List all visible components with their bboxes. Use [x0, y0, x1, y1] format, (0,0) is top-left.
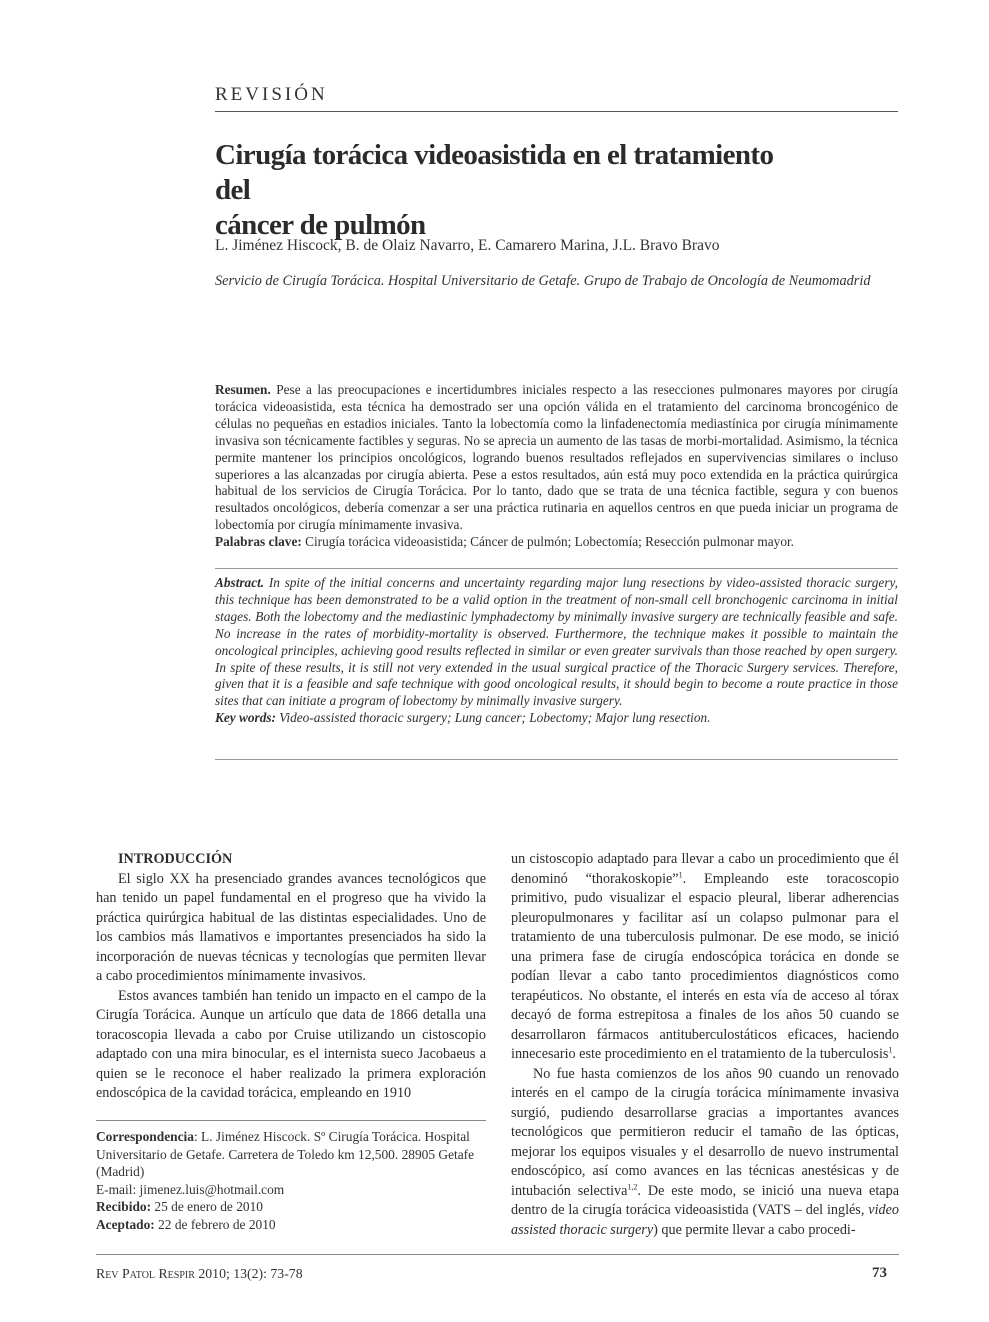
body-column-right — [511, 850, 899, 1240]
received-value: 25 de enero de 2010 — [151, 1199, 263, 1215]
correspondence-text: : L. Jiménez Hiscock. Sº Cirugía Torácica. Hospital Universitario de Getafe. Carretera de Toledo km 12,500. 28905 Getafe (Madrid) — [96, 1129, 475, 1180]
resumen-text: Pese a las preocupaciones e incertidumbres iniciales respecto a las resecciones pulmonares mayores por cirugía torácica videoasistida, esta técnica ha demostrado ser una opción válida en el tratamiento del carcinoma broncogénico de células no pequeñas en estadios iniciales. Tanto la lobectomía como la linfadenectomía mediastínica por cirugía mínimamente invasiva son técnicamente factibles y seguras. No se aprecia un aumento de las tasas de morbi-mortalidad. Asimismo, la técnica permite mantener los principios oncológicos, logrando buenos resultados reflejados en supervivencias similares o incluso superiores a las alcanzadas por cirugía abierta. Pese a estos resultados, aún está muy poco extendida en la práctica quirúrgica habitual de los servicios de Cirugía Torácica. Por lo tanto, dado que se trata de una técnica factible, segura y con buenos resultados oncológicos, debería comenzar a ser una práctica rutinaria en aquellos centros en que pueda iniciar un programa de lobectomía por cirugía mínimamente invasiva. — [215, 382, 898, 533]
correspondence — [96, 1128, 484, 1234]
accepted-date — [96, 1216, 484, 1234]
paragraph-4-part-a: No fue hasta comienzos de los años 90 cuando un renovado interés en el campo de la cirugía torácica mínimamente invasiva surgió, pudiendo desarrollarse gracias a importantes avances tecnológicos que permitieron reducir el tamaño de las ópticas, mejorar los equipos visuales y el desarrollo de nuevo instrumental endoscópico, así como avances en las técnicas anestésicas y de intubación selectiva — [511, 1065, 899, 1199]
page-number: 73 — [872, 1265, 887, 1281]
correspondence-label: Correspondencia — [96, 1129, 194, 1144]
section-label: REVISIÓN — [215, 84, 328, 105]
abstract-divider — [215, 568, 898, 569]
resumen-keywords — [215, 534, 898, 551]
paragraph-1: El siglo XX ha presenciado grandes avances tecnológicos que han tenido un papel fundamental en el progreso que ha vivido la práctica quirúrgica habitual de las distintas especialidades. Uno de los cambios más llamativos e importantes presenciados ha sido la incorporación de nuevas técnicas y tecnologías que permiten llevar a cabo procedimientos mínimamente invasivos. — [96, 870, 486, 984]
footnote-rule — [96, 1120, 486, 1121]
abstract-keywords — [215, 710, 898, 727]
abstract-bottom-rule — [215, 759, 898, 760]
authors: L. Jiménez Hiscock, B. de Olaiz Navarro, E. Camarero Marina, J.L. Bravo Bravo — [215, 237, 720, 254]
paragraph-3 — [511, 850, 899, 1065]
footer-rule — [96, 1254, 899, 1255]
abstract-block — [215, 575, 898, 727]
correspondence-address — [96, 1128, 484, 1181]
paragraph-3-part-b: . Empleando este toracoscopio primitivo, pudo visualizar el espacio pleural, liberar adherencias pleuropulmonares y facilitar así un colapso pulmonar para el tratamiento de una tuberculosis pulmonar. De ese modo, se inició una primera fase de cirugía endoscópica torácica en donde se podían llevar a cabo tanto procedimientos diagnósticos como terapéuticos. No obstante, el interés en esta vía de acceso al tórax decayó de forma estrepitosa a finales de los años 50 cuando se desarrollaron fármacos antituberculostáticos eficaces, haciendo innecesario este procedimiento en el tratamiento de la tuberculosis — [511, 870, 899, 1062]
article-title — [215, 138, 815, 243]
paragraph-4-part-b: . De este modo, se inició una nueva etapa dentro de la cirugía torácica videoasistida (VATS – del inglés, — [511, 1182, 899, 1218]
correspondence-email: E-mail: jimenez.luis@hotmail.com — [96, 1181, 285, 1197]
affiliation: Servicio de Cirugía Torácica. Hospital Universitario de Getafe. Grupo de Trabajo de Oncología de Neumomadrid — [215, 273, 871, 289]
citation-ref: 1 — [888, 1045, 893, 1055]
resumen-block — [215, 382, 898, 551]
journal-name: Rev Patol Respir — [96, 1266, 195, 1281]
abstract-label: Abstract. — [215, 575, 265, 590]
received-date — [96, 1198, 484, 1216]
journal-citation — [96, 1266, 303, 1282]
received-label: Recibido: — [96, 1199, 152, 1215]
paragraph-3-part-c: . — [892, 1046, 896, 1062]
section-heading: INTRODUCCIÓN — [118, 851, 233, 867]
header-rule — [215, 111, 898, 112]
accepted-label: Aceptado: — [96, 1216, 155, 1232]
paragraph-4-italic: video assisted thoracic surgery — [511, 1202, 899, 1238]
citation-ref: 1,2 — [627, 1181, 638, 1191]
paragraph-2: Estos avances también han tenido un impacto en el campo de la Cirugía Torácica. Aunque un artículo que data de 1866 detalla una toracoscopia llevada a cabo por Cruise utilizando un cistoscopio adaptado con una mira binocular, es el internista sueco Jacobaeus a quien se le reconoce el haber realizado la primera exploración endoscópica de la cavidad torácica, empleando en 1910 — [96, 987, 486, 1101]
title-line-2: cáncer de pulmón — [215, 209, 426, 241]
accepted-value: 22 de febrero de 2010 — [154, 1216, 276, 1232]
resumen-keywords-label: Palabras clave: — [215, 534, 302, 550]
body-column-left — [96, 850, 486, 1104]
paragraph-3-part-a: un cistoscopio adaptado para llevar a cabo un procedimiento que él denominó “thorakoskopie” — [511, 851, 899, 887]
resumen-keywords-text: Cirugía torácica videoasistida; Cáncer de pulmón; Lobectomía; Resección pulmonar mayor. — [305, 534, 794, 550]
abstract-keywords-label: Key words: — [215, 710, 276, 726]
abstract-text: In spite of the initial concerns and uncertainty regarding major lung resections by video-assisted thoracic surgery, this technique has been demonstrated to be a valid option in the treatment of non-small cell bronchogenic carcinoma in initial stages. Both the lobectomy and the mediastinic lymphadectomy by minimally invasive surgery are technically feasible and safe. No increase in the rates of morbidity-mortality is observed. Furthermore, the technique makes it possible to maintain the oncological principles, achieving good results reflected in similar or even greater survivals than those reached by open surgery. In spite of these results, it is still not very extended in the usual surgical practice of the Thoracic Surgery services. Therefore, given that it is a feasible and safe technique with good oncological results, it should begin to become a route practice in those sites that can initiate a program of lobectomy by minimally invasive surgery. — [215, 575, 899, 709]
paragraph-4 — [511, 1065, 899, 1241]
citation-ref: 1 — [678, 869, 683, 879]
paragraph-4-part-c: ) que permite llevar a cabo procedi- — [653, 1221, 856, 1238]
resumen-label: Resumen. — [215, 382, 271, 397]
abstract-keywords-text: Video-assisted thoracic surgery; Lung cancer; Lobectomy; Major lung resection. — [279, 710, 711, 726]
journal-issue: 2010; 13(2): 73-78 — [194, 1266, 303, 1281]
title-line-1: Cirugía torácica videoasistida en el tratamiento del — [215, 139, 774, 206]
